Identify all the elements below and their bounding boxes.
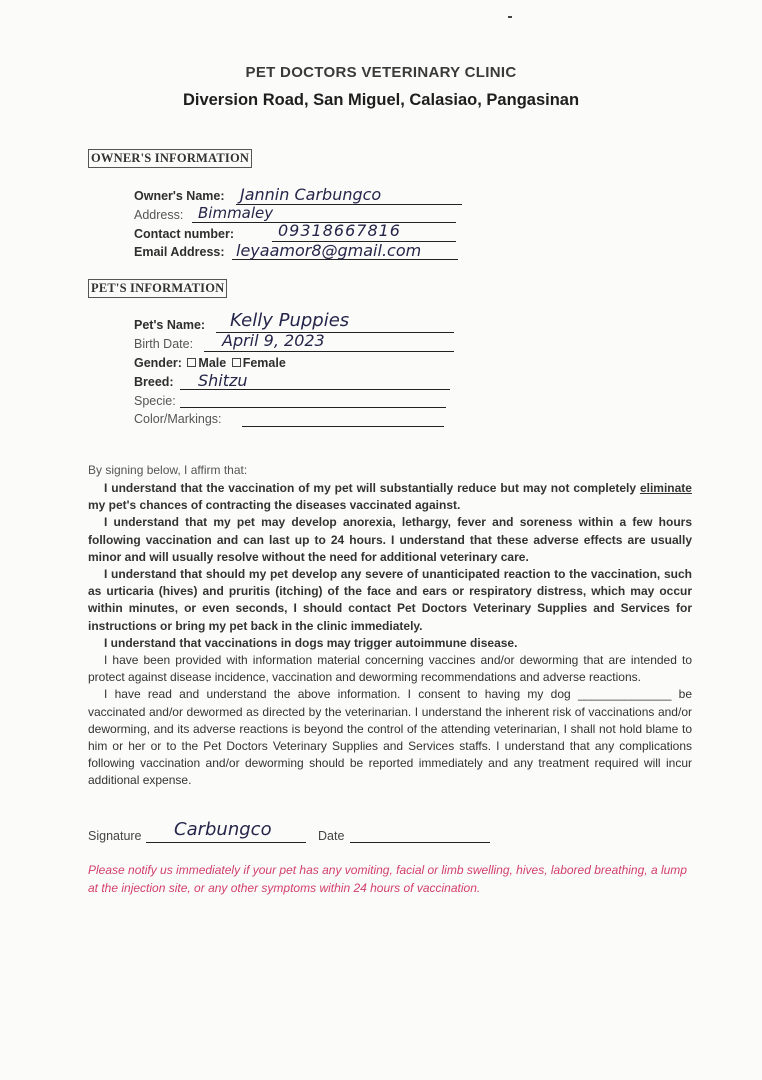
gender-male-label: Male bbox=[198, 356, 227, 370]
notice-text: Please notify us immediately if your pet has any vomiting, facial or limb swelling, hives, labored breathing, a lump at the injection site, or any other symptoms within 24 hours of vaccination. bbox=[88, 863, 687, 895]
pet-section-title: PET'S INFORMATION bbox=[88, 279, 227, 298]
gender-label: Gender: bbox=[134, 356, 182, 370]
clinic-address: Diversion Road, San Miguel, Calasiao, Pangasinan bbox=[182, 91, 580, 109]
affirmation-p1-end: my pet's chances of contracting the diseases vaccinated against. bbox=[88, 498, 461, 513]
gender-male-checkbox[interactable] bbox=[187, 358, 196, 367]
affirmation-p4: I understand that vaccinations in dogs may trigger autoimmune disease. bbox=[104, 635, 518, 650]
contact-number-label: Contact number: bbox=[134, 227, 234, 241]
date-label: Date bbox=[318, 829, 345, 843]
contact-number-field[interactable]: 09318667816 bbox=[278, 221, 401, 240]
affirmation-p6: I have read and understand the above information. I consent to having my dog ______________ be vaccinated and/or dewormed as directed by the veterinarian. I understand the inherent risk of vaccinations and/or deworming, and its adverse reactions is beyond the control of the attending veterinarian, I shall not hold blame to him or her or to the Pet Doctors Veterinary Supplies and Services staffs. I understand that any complications following vaccination and/or deworming should be reported immediately and any treatment required will incur additional expense. bbox=[88, 687, 692, 788]
affirmation-p2: I understand that my pet may develop anorexia, lethargy, fever and soreness within a few hours following vaccination and can last up to 24 hours. I understand that these adverse effects are usually minor and will usually resolve without the need for additional veterinary care. bbox=[88, 515, 692, 564]
signature-field[interactable]: Carbungco bbox=[174, 819, 272, 840]
breed-field[interactable]: Shitzu bbox=[198, 371, 248, 390]
specie-line[interactable] bbox=[180, 407, 446, 408]
affirmation-p1-underlined: eliminate bbox=[639, 481, 692, 495]
affirmation-intro: By signing below, I affirm that: bbox=[88, 463, 248, 477]
breed-label: Breed: bbox=[134, 375, 174, 389]
color-markings-line[interactable] bbox=[242, 426, 444, 427]
owner-name-field[interactable]: Jannin Carbungco bbox=[240, 185, 382, 204]
gender-row bbox=[134, 356, 286, 370]
owner-name-label: Owner's Name: bbox=[134, 189, 225, 203]
email-field[interactable]: leyaamor8@gmail.com bbox=[236, 241, 422, 260]
pet-name-label: Pet's Name: bbox=[134, 318, 206, 332]
birth-date-label: Birth Date: bbox=[134, 337, 194, 351]
gender-female-checkbox[interactable] bbox=[232, 358, 241, 367]
birth-date-field[interactable]: April 9, 2023 bbox=[222, 331, 325, 350]
affirmation-p1 bbox=[88, 480, 692, 514]
signature-label: Signature bbox=[88, 829, 142, 843]
birth-date-line bbox=[204, 351, 454, 352]
email-label: Email Address: bbox=[134, 245, 225, 259]
specie-label: Specie: bbox=[134, 394, 176, 408]
signature-line bbox=[146, 842, 306, 843]
owner-address-field[interactable]: Bimmaley bbox=[198, 204, 274, 222]
color-markings-label: Color/Markings: bbox=[134, 412, 222, 426]
owner-address-label: Address: bbox=[134, 208, 184, 222]
affirmation-text bbox=[88, 480, 692, 790]
gender-female-label: Female bbox=[242, 356, 286, 370]
clinic-name: PET DOCTORS VETERINARY CLINIC bbox=[245, 64, 517, 81]
scan-speck bbox=[508, 16, 512, 18]
owner-section-title: OWNER'S INFORMATION bbox=[88, 149, 252, 168]
pet-name-field[interactable]: Kelly Puppies bbox=[230, 310, 350, 331]
date-line[interactable] bbox=[350, 842, 490, 843]
affirmation-p1-start: I understand that the vaccination of my pet will substantially reduce but may not completely bbox=[104, 481, 637, 495]
affirmation-p3: I understand that should my pet develop any severe of unanticipated reaction to the vaccination, such as urticaria (hives) and pruritis (itching) of the face and ears or respiratory distress, which may occur within minutes, or even seconds, I should contact Pet Doctors Veterinary Supplies and Services for instructions or bring my pet back in the clinic immediately. bbox=[88, 567, 692, 633]
affirmation-p5: I have been provided with information material concerning vaccines and/or deworming that are intended to protect against disease incidence, vaccination and deworming recommendations and adverse reactions. bbox=[88, 653, 692, 685]
